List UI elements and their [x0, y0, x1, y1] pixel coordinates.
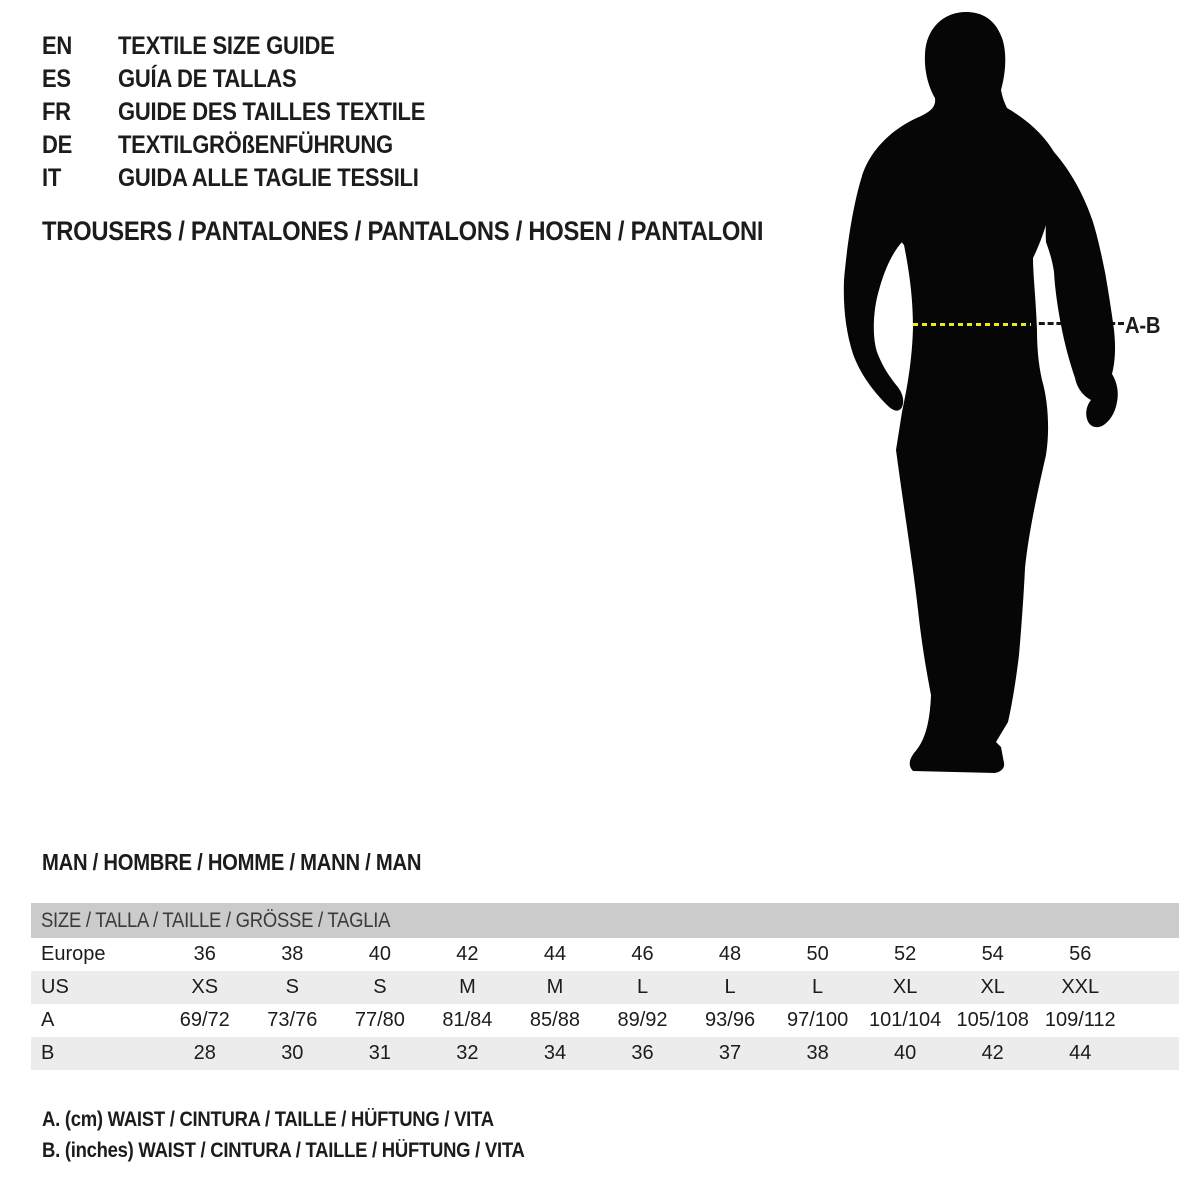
measure-label: A-B	[1125, 312, 1161, 338]
language-row	[42, 129, 467, 162]
section-heading: MAN / HOMBRE / HOMME / MANN / MAN	[42, 849, 422, 875]
size-value-cell: 31	[368, 1042, 391, 1064]
size-value-cell: M	[459, 976, 476, 998]
size-value-cell: 42	[456, 943, 479, 965]
size-value-cell: 38	[281, 943, 304, 965]
row-label: A	[41, 1009, 55, 1031]
size-value-cell: 101/104	[869, 1009, 942, 1031]
size-value-cell: XL	[892, 976, 918, 998]
language-row	[42, 30, 467, 63]
language-label: TEXTILE SIZE GUIDE	[118, 32, 335, 60]
silhouette-shape	[844, 12, 1118, 773]
size-value-cell: 97/100	[787, 1009, 849, 1031]
size-value-cell: 50	[806, 943, 829, 965]
table-row	[31, 938, 1179, 971]
size-value-cell: L	[636, 976, 649, 998]
size-value-cell: XS	[191, 976, 219, 998]
size-value-cell: S	[285, 976, 299, 998]
size-value-cell: 37	[718, 1042, 742, 1064]
size-value-cell: 56	[1069, 943, 1092, 965]
table-row	[31, 971, 1179, 1004]
size-value-cell: 73/76	[267, 1009, 318, 1031]
size-value-cell: 36	[193, 943, 216, 965]
footnote-inches: B. (inches) WAIST / CINTURA / TAILLE / HÜFTUNG / VITA	[42, 1139, 525, 1162]
size-value-cell: L	[724, 976, 736, 998]
size-value-cell: 48	[718, 943, 742, 965]
size-value-cell: 30	[281, 1042, 304, 1064]
table-row	[31, 1037, 1179, 1070]
size-value-cell: 77/80	[354, 1009, 405, 1031]
size-value-cell: L	[812, 976, 824, 998]
waist-dotted-line	[913, 323, 1031, 326]
size-value-cell: 89/92	[617, 1009, 668, 1031]
size-value-cell: XL	[980, 976, 1005, 998]
man-silhouette	[820, 0, 1200, 800]
size-value-cell: 42	[981, 1042, 1004, 1064]
table-row	[31, 1004, 1179, 1037]
language-label: GUÍA DE TALLAS	[118, 65, 297, 93]
size-value-cell: XXL	[1061, 976, 1100, 998]
language-label: TEXTILGRÖßENFÜHRUNG	[118, 131, 393, 159]
language-code: EN	[42, 32, 73, 60]
row-label: Europe	[41, 943, 106, 965]
size-value-cell: 46	[631, 943, 654, 965]
size-value-cell: 36	[631, 1042, 654, 1064]
size-value-cell: 93/96	[705, 1009, 756, 1031]
language-code: DE	[42, 131, 73, 159]
size-value-cell: 40	[368, 943, 391, 965]
size-value-cell: 105/108	[956, 1009, 1029, 1031]
language-row	[42, 63, 467, 96]
size-value-cell: 40	[894, 1042, 917, 1064]
footnote-cm: A. (cm) WAIST / CINTURA / TAILLE / HÜFTUNG / VITA	[42, 1108, 494, 1131]
language-code: FR	[42, 98, 71, 126]
size-value-cell: 81/84	[442, 1009, 493, 1031]
size-table	[31, 903, 1179, 1070]
language-code: IT	[42, 164, 62, 192]
size-value-cell: 52	[894, 943, 917, 965]
size-table-header: SIZE / TALLA / TAILLE / GRÖSSE / TAGLIA	[31, 903, 1179, 938]
size-value-cell: 44	[1069, 1042, 1092, 1064]
language-list	[42, 30, 467, 195]
category-heading: TROUSERS / PANTALONES / PANTALONS / HOSEN / PANTALONI	[42, 216, 764, 246]
size-value-cell: 32	[456, 1042, 479, 1064]
size-value-cell: 34	[543, 1042, 567, 1064]
language-code: ES	[42, 65, 71, 93]
size-value-cell: 109/112	[1044, 1009, 1116, 1031]
size-value-cell: S	[373, 976, 387, 998]
size-value-cell: 38	[806, 1042, 829, 1064]
size-value-cell: 85/88	[529, 1009, 580, 1031]
size-value-cell: 44	[543, 943, 567, 965]
language-row	[42, 162, 467, 195]
row-label: US	[41, 976, 69, 998]
size-value-cell: 69/72	[179, 1009, 230, 1031]
row-label: B	[41, 1042, 55, 1064]
size-value-cell: 28	[193, 1042, 216, 1064]
language-row	[42, 96, 467, 129]
size-value-cell: 54	[981, 943, 1004, 965]
size-value-cell: M	[546, 976, 564, 998]
size-table-body	[31, 938, 1179, 1070]
language-label: GUIDA ALLE TAGLIE TESSILI	[118, 164, 419, 192]
language-label: GUIDE DES TAILLES TEXTILE	[118, 98, 426, 126]
